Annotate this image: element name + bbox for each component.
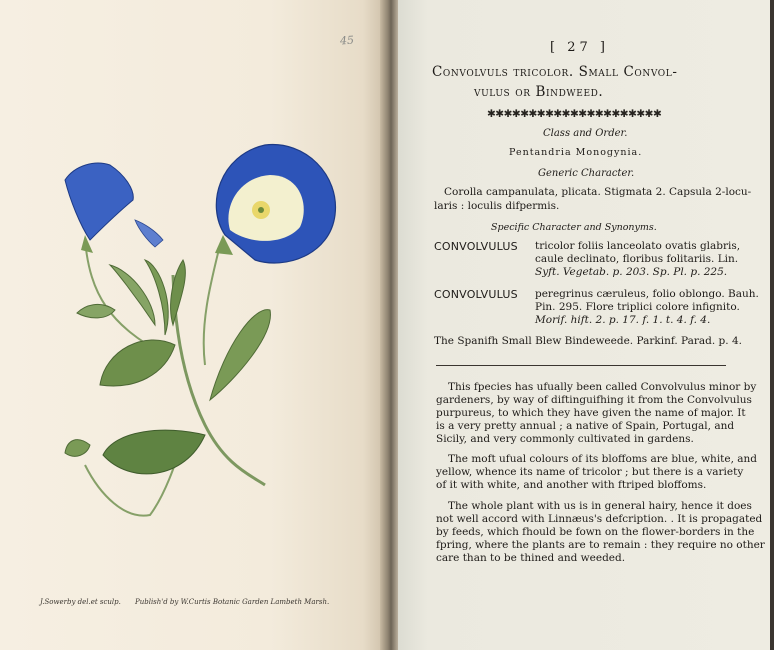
left-page: [0, 0, 386, 650]
paragraph-3-line: not well accord with Linnæus's defcription. . It is propagated: [436, 513, 763, 525]
paragraph-3-line: care than to be thined and weeded.: [436, 552, 626, 564]
show-through-text: [40, 52, 340, 82]
paragraph-1-line: purpureus, to which they have given the name of major. It: [436, 407, 746, 419]
class-order-value: Pentandria Monogynia.: [509, 147, 643, 158]
entry-2-line-2: Pin. 295. Flore triplici colore infignito.: [535, 301, 740, 313]
entry-1-line-2: caule declinato, floribus folitariis. Lin.: [535, 253, 739, 265]
page-number: [ 27 ]: [550, 40, 609, 55]
book-gutter: [380, 0, 400, 650]
entry-2-line-1: peregrinus cæruleus, folio oblongo. Bauh.: [535, 288, 759, 300]
entry-1-line-1: tricolor foliis lanceolato ovatis glabris,: [535, 240, 741, 252]
pencil-number: 45: [339, 33, 355, 48]
paragraph-2-line: The moft ufual colours of its bloffoms are blue, white, and: [448, 453, 758, 465]
leaf-large-right: [210, 310, 270, 400]
publisher-credit: Publish'd by W.Curtis Botanic Garden Lambeth Marsh.: [135, 598, 330, 606]
generic-line-1: Corolla campanulata, plicata. Stigmata 2. Capsula 2-locu-: [444, 186, 752, 198]
open-flower: [215, 145, 335, 263]
paragraph-1-line: This fpecies has ufually been called Convolvulus minor by: [448, 381, 757, 393]
paragraph-2-line: of it with white, and another with ftriped bloffoms.: [436, 479, 707, 491]
generic-heading: Generic Character.: [538, 168, 635, 179]
entry-1-name: CONVOLVULUS: [434, 240, 518, 253]
specific-heading: Specific Character and Synonyms.: [491, 222, 657, 233]
entry-2-name: CONVOLVULUS: [434, 288, 518, 301]
paragraph-3-line: by feeds, which fhould be fown on the flower-borders in the: [436, 526, 755, 538]
paragraph-3-line: fpring, where the plants are to remain : they require no other: [436, 539, 765, 551]
stem-right: [204, 245, 220, 365]
class-order-heading: Class and Order.: [543, 128, 628, 139]
entry-1-line-3: Syft. Vegetab. p. 203. Sp. Pl. p. 225.: [535, 266, 728, 278]
leaf-small-3: [171, 260, 186, 325]
bud-lower: [65, 440, 90, 457]
title-line-2: vulus or Bindweed.: [474, 84, 604, 100]
engraver-credit: J.Sowerby del.et sculp.: [40, 598, 121, 606]
paragraph-1-line: is a very pretty annual ; a native of Spain, Portugal, and: [436, 420, 735, 432]
bell-flower: [65, 163, 133, 253]
leaf-small-1: [110, 265, 155, 325]
leaf-left-mid: [100, 340, 175, 386]
leaf-lower: [103, 430, 205, 474]
paragraph-2-line: yellow, whence its name of tricolor ; but there is a variety: [436, 466, 744, 478]
botanical-illustration: [55, 135, 355, 535]
flower-bud: [135, 220, 163, 247]
leaf-small-4: [77, 304, 115, 317]
generic-line-2: laris : loculis difpermis.: [434, 200, 560, 212]
entry-2-line-3: Morif. hift. 2. p. 17. f. 1. t. 4. f. 4.: [535, 314, 711, 326]
paragraph-3-line: The whole plant with us is in general hairy, hence it does: [448, 500, 752, 512]
paragraph-1-line: Sicily, and very commonly cultivated in gardens.: [436, 433, 694, 445]
paragraph-1-line: gardeners, by way of diftinguifhing it from the Convolvulus: [436, 394, 752, 406]
leaf-small-2: [145, 260, 168, 335]
title-line-1: Convolvuls tricolor. Small Convol-: [432, 64, 678, 80]
spanish-synonym: The Spanifh Small Blew Bindeweede. Parkinf. Parad. p. 4.: [434, 335, 742, 347]
ornament-divider: ✱✱✱✱✱✱✱✱✱✱✱✱✱✱✱✱✱✱✱✱✱: [487, 108, 662, 120]
section-rule: [436, 365, 726, 366]
page-edge: [770, 0, 774, 650]
stem-left: [85, 240, 165, 355]
